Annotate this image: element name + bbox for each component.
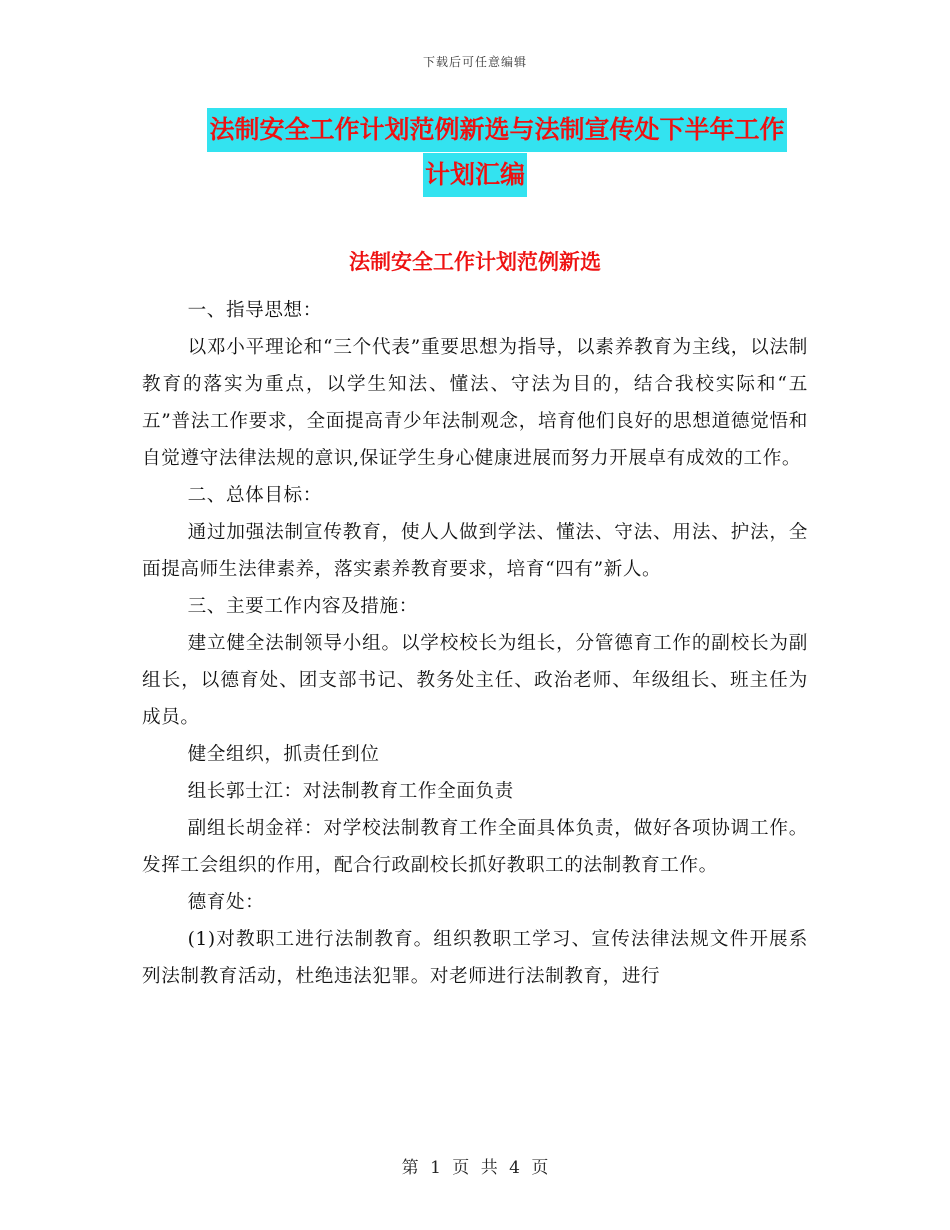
- heading-main-work: 三、主要工作内容及措施：: [187, 596, 418, 617]
- document-title: [0, 108, 950, 197]
- paragraph-leadership-group: 建立健全法制领导小组。以学校校长为组长，分管德育工作的副校长为副组长，以德育处、团支部书记、教务处主任、政治老师、年级组长、班主任为成员。: [142, 633, 808, 728]
- paragraph-deputy-leader: 副组长胡金祥：对学校法制教育工作全面具体负责，做好各项协调工作。发挥工会组织的作用，配合行政副校长抓好教职工的法制教育工作。: [142, 818, 808, 876]
- title-line-1: 法制安全工作计划范例新选与法制宣传处下半年工作: [207, 108, 786, 152]
- paragraph-guiding-ideology: 以邓小平理论和“三个代表”重要思想为指导，以素养教育为主线，以法制教育的落实为重点，以学生知法、懂法、守法为目的，结合我校实际和“五五”普法工作要求，全面提高青少年法制观念，培育他们良好的思想道德觉悟和自觉遵守法律法规的意识,保证学生身心健康进展而努力开展卓有成效的工作。: [142, 337, 808, 469]
- paragraph-group-leader: 组长郭士江：对法制教育工作全面负责: [187, 781, 514, 802]
- page-header-note: 下载后可任意编辑: [422, 55, 527, 69]
- title-line-2: 计划汇编: [423, 153, 527, 197]
- document-body: [142, 292, 808, 995]
- paragraph-overall-goal: 通过加强法制宣传教育，使人人做到学法、懂法、守法、用法、护法，全面提高师生法律素养，落实素养教育要求，培育“四有”新人。: [142, 522, 808, 580]
- paragraph-organization: 健全组织，抓责任到位: [187, 744, 380, 765]
- heading-overall-goal: 二、总体目标：: [187, 485, 322, 506]
- paragraph-staff-legal-education: (1)对教职工进行法制教育。组织教职工学习、宣传法律法规文件开展系列法制教育活动，杜绝违法犯罪。对老师进行法制教育，进行: [142, 929, 808, 987]
- heading-moral-education-office: 德育处：: [187, 892, 265, 913]
- page-number: 第 1 页 共 4 页: [401, 1158, 549, 1178]
- section-title: 法制安全工作计划范例新选: [349, 250, 601, 274]
- heading-guiding-ideology: 一、指导思想：: [187, 300, 322, 321]
